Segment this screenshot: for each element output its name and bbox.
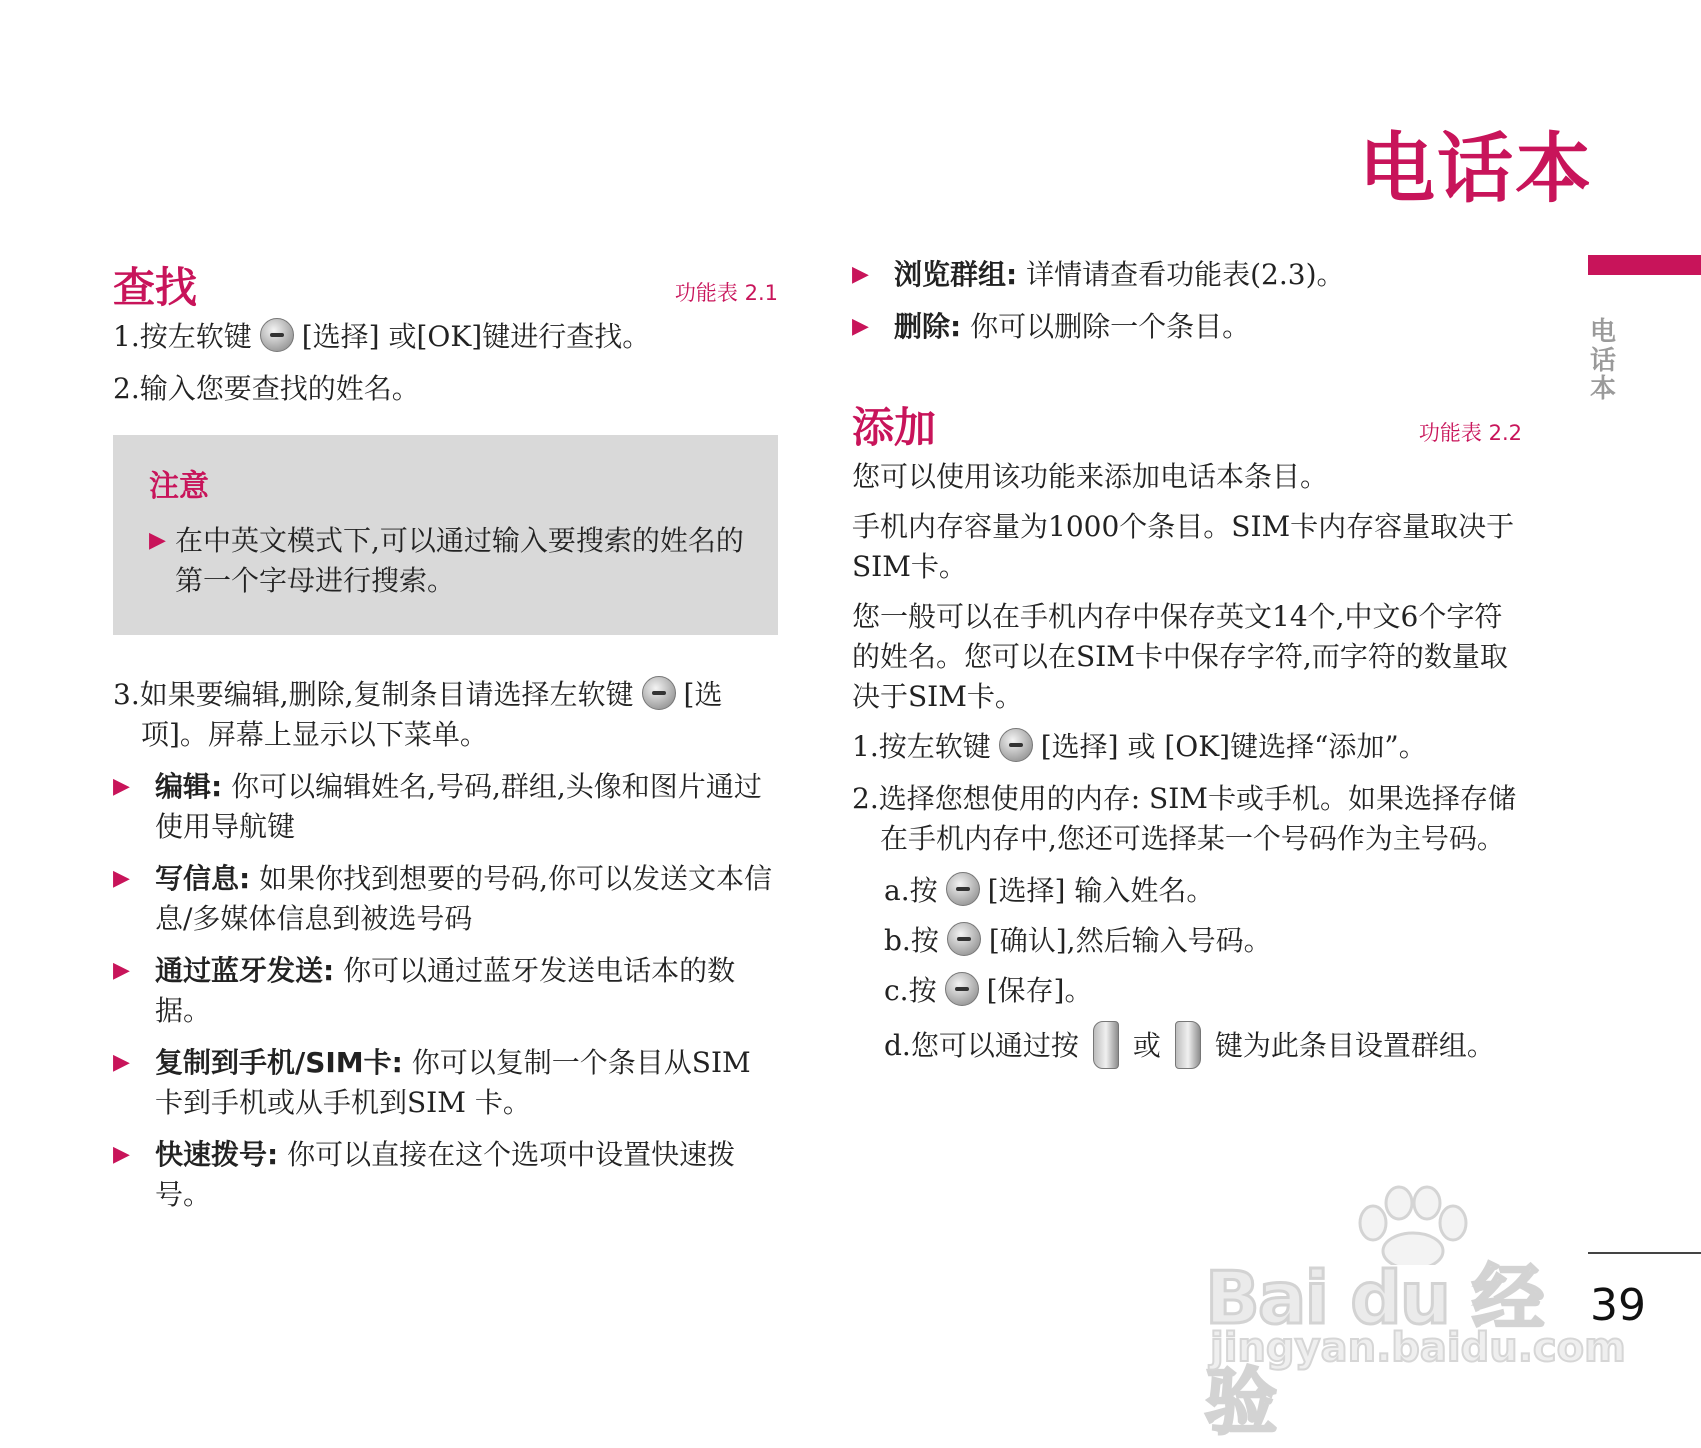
add-substep-b: b.按 [确认],然后输入号码。	[884, 924, 1272, 957]
add-section-title: 添加	[852, 403, 937, 452]
side-key-left-icon	[1093, 1021, 1119, 1069]
option-delete: ▶ 删除: 你可以删除一个条目。	[852, 307, 1522, 347]
watermark-url: jingyan.baidu.com	[1210, 1325, 1626, 1371]
triangle-bullet-icon: ▶	[149, 528, 166, 553]
right-column	[852, 255, 1522, 1079]
triangle-bullet-icon: ▶	[113, 1142, 130, 1167]
add-substep-d: d.您可以通过按 或 键为此条目设置群组。	[852, 1021, 1522, 1069]
left-softkey-icon	[947, 922, 981, 956]
option-speed-dial: ▶ 快速拨号: 你可以直接在这个选项中设置快速拨号。	[113, 1135, 778, 1215]
side-key-right-icon	[1175, 1021, 1201, 1069]
add-substep-c: c.按 [保存]。	[884, 974, 1093, 1007]
triangle-bullet-icon: ▶	[113, 1050, 130, 1075]
add-paragraph-3: 您一般可以在手机内存中保存英文14个,中文6个字符的姓名。您可以在SIM卡中保存字符,而字符的数量取决于SIM卡。	[852, 600, 1508, 713]
note-text: 在中英文模式下,可以通过输入要搜索的姓名的第一个字母进行搜索。	[175, 524, 744, 597]
side-accent-bar	[1588, 255, 1701, 275]
option-copy: ▶ 复制到手机/SIM卡: 你可以复制一个条目从SIM 卡到手机或从手机到SIM 卡。	[113, 1043, 778, 1123]
triangle-bullet-icon: ▶	[852, 314, 869, 339]
triangle-bullet-icon: ▶	[113, 774, 130, 799]
watermark-brand: Bai du 经验	[1205, 1256, 1543, 1444]
page-number-rule	[1588, 1252, 1701, 1254]
add-paragraph-2: 手机内存容量为1000个条目。SIM卡内存容量取决于SIM卡。	[852, 510, 1515, 583]
note-item	[149, 521, 748, 601]
find-step-1: 1.按左软键 [选择] 或[OK]键进行查找。	[113, 320, 651, 353]
find-step-2: 2.输入您要查找的姓名。	[113, 372, 420, 405]
option-edit: ▶ 编辑: 你可以编辑姓名,号码,群组,头像和图片通过使用导航键	[113, 767, 778, 847]
add-paragraph-1: 您可以使用该功能来添加电话本条目。	[852, 460, 1329, 493]
note-title: 注意	[149, 469, 209, 504]
left-column	[113, 255, 778, 1227]
left-softkey-icon	[999, 728, 1033, 762]
add-section-header	[852, 395, 1522, 457]
find-step-3: 3.如果要编辑,删除,复制条目请选择左软键 [选项]。屏幕上显示以下菜单。	[113, 678, 723, 751]
add-step-2: 2.选择您想使用的内存: SIM卡或手机。如果选择存储在手机内存中,您还可选择某一个号码作为主号码。	[852, 782, 1516, 855]
add-substep-a: a.按 [选择] 输入姓名。	[884, 874, 1215, 907]
add-menu-ref: 功能表 2.2	[1418, 421, 1522, 445]
option-send-bluetooth: ▶ 通过蓝牙发送: 你可以通过蓝牙发送电话本的数据。	[113, 951, 778, 1031]
left-softkey-icon	[945, 972, 979, 1006]
left-softkey-icon	[260, 318, 294, 352]
option-write-message: ▶ 写信息: 如果你找到想要的号码,你可以发送文本信息/多媒体信息到被选号码	[113, 859, 778, 939]
triangle-bullet-icon: ▶	[113, 958, 130, 983]
side-section-tab: 电话本	[1590, 317, 1617, 405]
find-menu-ref: 功能表 2.1	[674, 281, 778, 305]
find-section-header	[113, 255, 778, 317]
left-softkey-icon	[642, 676, 676, 710]
triangle-bullet-icon: ▶	[113, 866, 130, 891]
page-title: 电话本	[1359, 124, 1593, 213]
find-section-title: 查找	[113, 263, 198, 312]
note-box	[113, 435, 778, 635]
triangle-bullet-icon: ▶	[852, 262, 869, 287]
page-number: 39	[1590, 1280, 1646, 1331]
add-step-1: 1.按左软键 [选择] 或 [OK]键选择“添加”。	[852, 730, 1427, 763]
left-softkey-icon	[946, 872, 980, 906]
option-view-groups: ▶ 浏览群组: 详情请查看功能表(2.3)。	[852, 255, 1522, 295]
